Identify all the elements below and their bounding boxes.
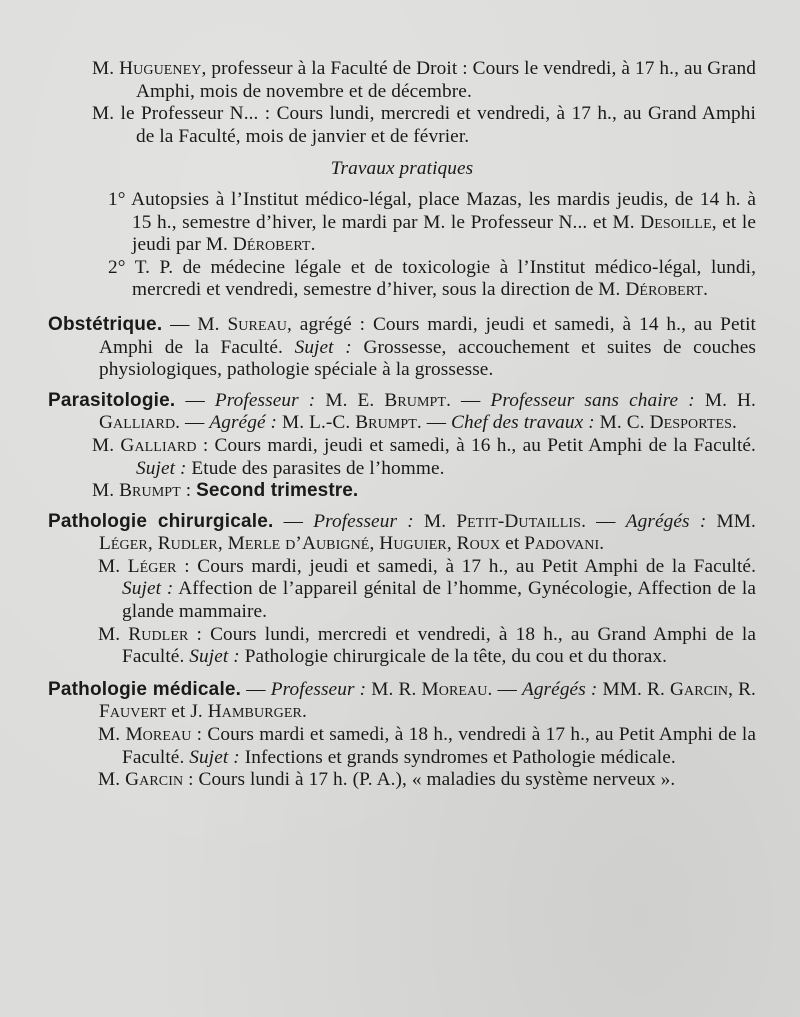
- name: Sureau: [227, 313, 288, 335]
- name: Rudler: [128, 623, 189, 645]
- text: MM.: [706, 510, 756, 532]
- text: Grossesse, accouchement et suites de couches physiologiques, pathologie spéciale à la grossesse.: [99, 336, 756, 381]
- text: —: [175, 389, 215, 411]
- section-heading: Obstétrique.: [48, 313, 163, 335]
- text: M. le Professeur N... : Cours lundi, mercredi et vendredi, à 17 h., au Grand Amphi de la Faculté, mois de janvier et de février.: [92, 103, 756, 147]
- name: Brumpt: [355, 412, 417, 434]
- name: Merle d’Aubigné: [227, 533, 370, 555]
- text: M. R.: [366, 678, 422, 700]
- text: M.: [92, 434, 121, 456]
- text: , professeur à la Faculté de Droit : Cours le vendredi, à 17 h., au Grand Amphi, mois de novembre et de décembre.: [136, 58, 756, 102]
- text: Infections et grands syndromes et Pathologie médicale.: [239, 746, 676, 768]
- text: et J.: [166, 701, 208, 723]
- name: Brumpt: [119, 480, 181, 502]
- text: M. C.: [594, 412, 650, 434]
- trimester-note: Second trimestre.: [196, 480, 359, 502]
- text: ,: [147, 533, 158, 555]
- sujet-label: Sujet :: [294, 336, 352, 358]
- role-label: Agrégés :: [625, 510, 707, 532]
- name: Rudler: [157, 533, 218, 555]
- text: Etude des parasites de l’homme.: [186, 457, 445, 479]
- role-label: Agrégés :: [521, 678, 598, 700]
- name: Garcin: [125, 769, 184, 791]
- text: . —: [175, 412, 210, 434]
- tp-item-2: [88, 257, 756, 302]
- name: Padovani: [524, 533, 600, 555]
- text: —: [241, 678, 271, 700]
- text: et: [500, 533, 525, 555]
- text: .: [732, 412, 737, 434]
- paragraph-garcin: [98, 769, 756, 792]
- text: ,: [446, 533, 457, 555]
- sujet-label: Sujet :: [189, 646, 240, 668]
- paragraph-brumpt: [92, 480, 756, 503]
- section-obstetrique: [48, 314, 756, 382]
- text: Pathologie chirurgicale de la tête, du cou et du thorax.: [239, 646, 668, 668]
- text: : Cours mardi, jeudi et samedi, à 17 h., au Petit Amphi de la Faculté.: [176, 555, 756, 577]
- text: , R.: [728, 678, 756, 700]
- text: :: [180, 480, 197, 502]
- text: . —: [487, 678, 522, 700]
- text: M.: [98, 724, 126, 746]
- text: M.: [98, 769, 126, 791]
- text: M.: [413, 510, 457, 532]
- name: Moreau: [421, 678, 488, 700]
- text: Affection de l’appareil génital de l’homme, Gynécologie, Affection de la glande mammaire.: [122, 578, 757, 623]
- paragraph-galliard: [92, 435, 756, 480]
- name: Hamburger: [207, 701, 302, 723]
- section-heading: Parasitologie.: [48, 389, 176, 411]
- text: , agrégé : Cours mardi, jeudi et samedi, à 14 h., au Petit Amphi de la Faculté.: [99, 313, 756, 358]
- text: —: [273, 510, 314, 532]
- role-label: Agrégé :: [209, 412, 278, 434]
- name: Dérobert: [232, 234, 311, 256]
- name: Léger: [99, 533, 148, 555]
- name: Dérobert: [625, 279, 704, 301]
- section-pathologie-chirurgicale: [48, 511, 756, 556]
- text: M.: [98, 555, 128, 577]
- sujet-label: Sujet :: [136, 457, 187, 479]
- sujet-label: Sujet :: [122, 578, 174, 600]
- text: : Cours lundi, mercredi et vendredi, à 18 h., au Grand Amphi de la Faculté.: [122, 623, 756, 668]
- name: Galliard: [99, 412, 176, 434]
- name: Brumpt: [384, 389, 447, 411]
- role-label: Professeur :: [270, 678, 367, 700]
- text: . —: [446, 389, 491, 411]
- text: . —: [416, 412, 452, 434]
- text: T. P. de médecine légale et de toxicologie à l’Institut médico-légal, lundi, mercredi et vendredi, semestre d’hiver, sous la direction de M.: [125, 256, 756, 301]
- section-heading: Pathologie chirurgicale.: [48, 510, 274, 532]
- paragraph-rudler: [98, 624, 756, 669]
- role-label: Chef des travaux :: [451, 412, 595, 434]
- text: .: [599, 533, 605, 555]
- text: : Cours lundi à 17 h. (P. A.), « maladies du système nerveux ».: [183, 769, 676, 791]
- text: M. E.: [315, 389, 385, 411]
- name-hugueney: M. Hugueney: [92, 58, 202, 79]
- role-label: Professeur sans chaire :: [490, 389, 695, 411]
- section-heading: Pathologie médicale.: [48, 678, 242, 700]
- text: Autopsies à l’Institut médico-légal, place Mazas, les mardis jeudis, de 14 h. à 15 h., semestre d’hiver, le mardi par M. le Professeur N... et M.: [125, 188, 756, 233]
- paragraph-hugueney: [92, 58, 756, 103]
- page-content: [48, 58, 756, 792]
- name: Fauvert: [99, 701, 167, 723]
- paragraph-professeur-n: [92, 103, 756, 148]
- text: , et le jeudi par M.: [132, 211, 756, 256]
- text: .: [703, 279, 708, 301]
- name: Huguier: [379, 533, 447, 555]
- text: M. L.-C.: [277, 412, 356, 434]
- subheading-travaux-pratiques: Travaux pratiques: [330, 158, 474, 180]
- text: . —: [581, 510, 626, 532]
- text: M.: [92, 480, 120, 502]
- name: Desoille: [640, 211, 712, 233]
- text: — M.: [162, 313, 228, 335]
- item-number: 1°: [108, 188, 126, 210]
- name: Léger: [127, 555, 177, 577]
- name: Moreau: [125, 724, 192, 746]
- text: ,: [369, 533, 380, 555]
- role-label: Professeur :: [214, 389, 316, 411]
- section-pathologie-medicale: [48, 679, 756, 724]
- text: .: [301, 701, 307, 723]
- section-parasitologie: [48, 390, 756, 435]
- paragraph-leger: [98, 556, 756, 624]
- text: MM. R.: [597, 678, 670, 700]
- paragraph-moreau: [98, 724, 756, 769]
- text: M.: [98, 623, 129, 645]
- tp-item-1: [88, 189, 756, 257]
- name: Desportes: [649, 412, 733, 434]
- text: .: [310, 234, 316, 256]
- text: : Cours mardi, jeudi et samedi, à 16 h., au Petit Amphi de la Faculté.: [196, 434, 756, 456]
- text: ,: [217, 533, 228, 555]
- text: M. H.: [694, 389, 756, 411]
- name: Garcin: [670, 678, 729, 700]
- role-label: Professeur :: [313, 510, 414, 532]
- sujet-label: Sujet :: [189, 746, 240, 768]
- item-number: 2°: [108, 256, 126, 278]
- text: : Cours mardi et samedi, à 18 h., vendredi à 17 h., au Petit Amphi de la Faculté.: [122, 724, 756, 768]
- name: Petit-Dutaillis: [456, 510, 582, 532]
- name: Galliard: [120, 434, 197, 456]
- name: Roux: [456, 533, 501, 555]
